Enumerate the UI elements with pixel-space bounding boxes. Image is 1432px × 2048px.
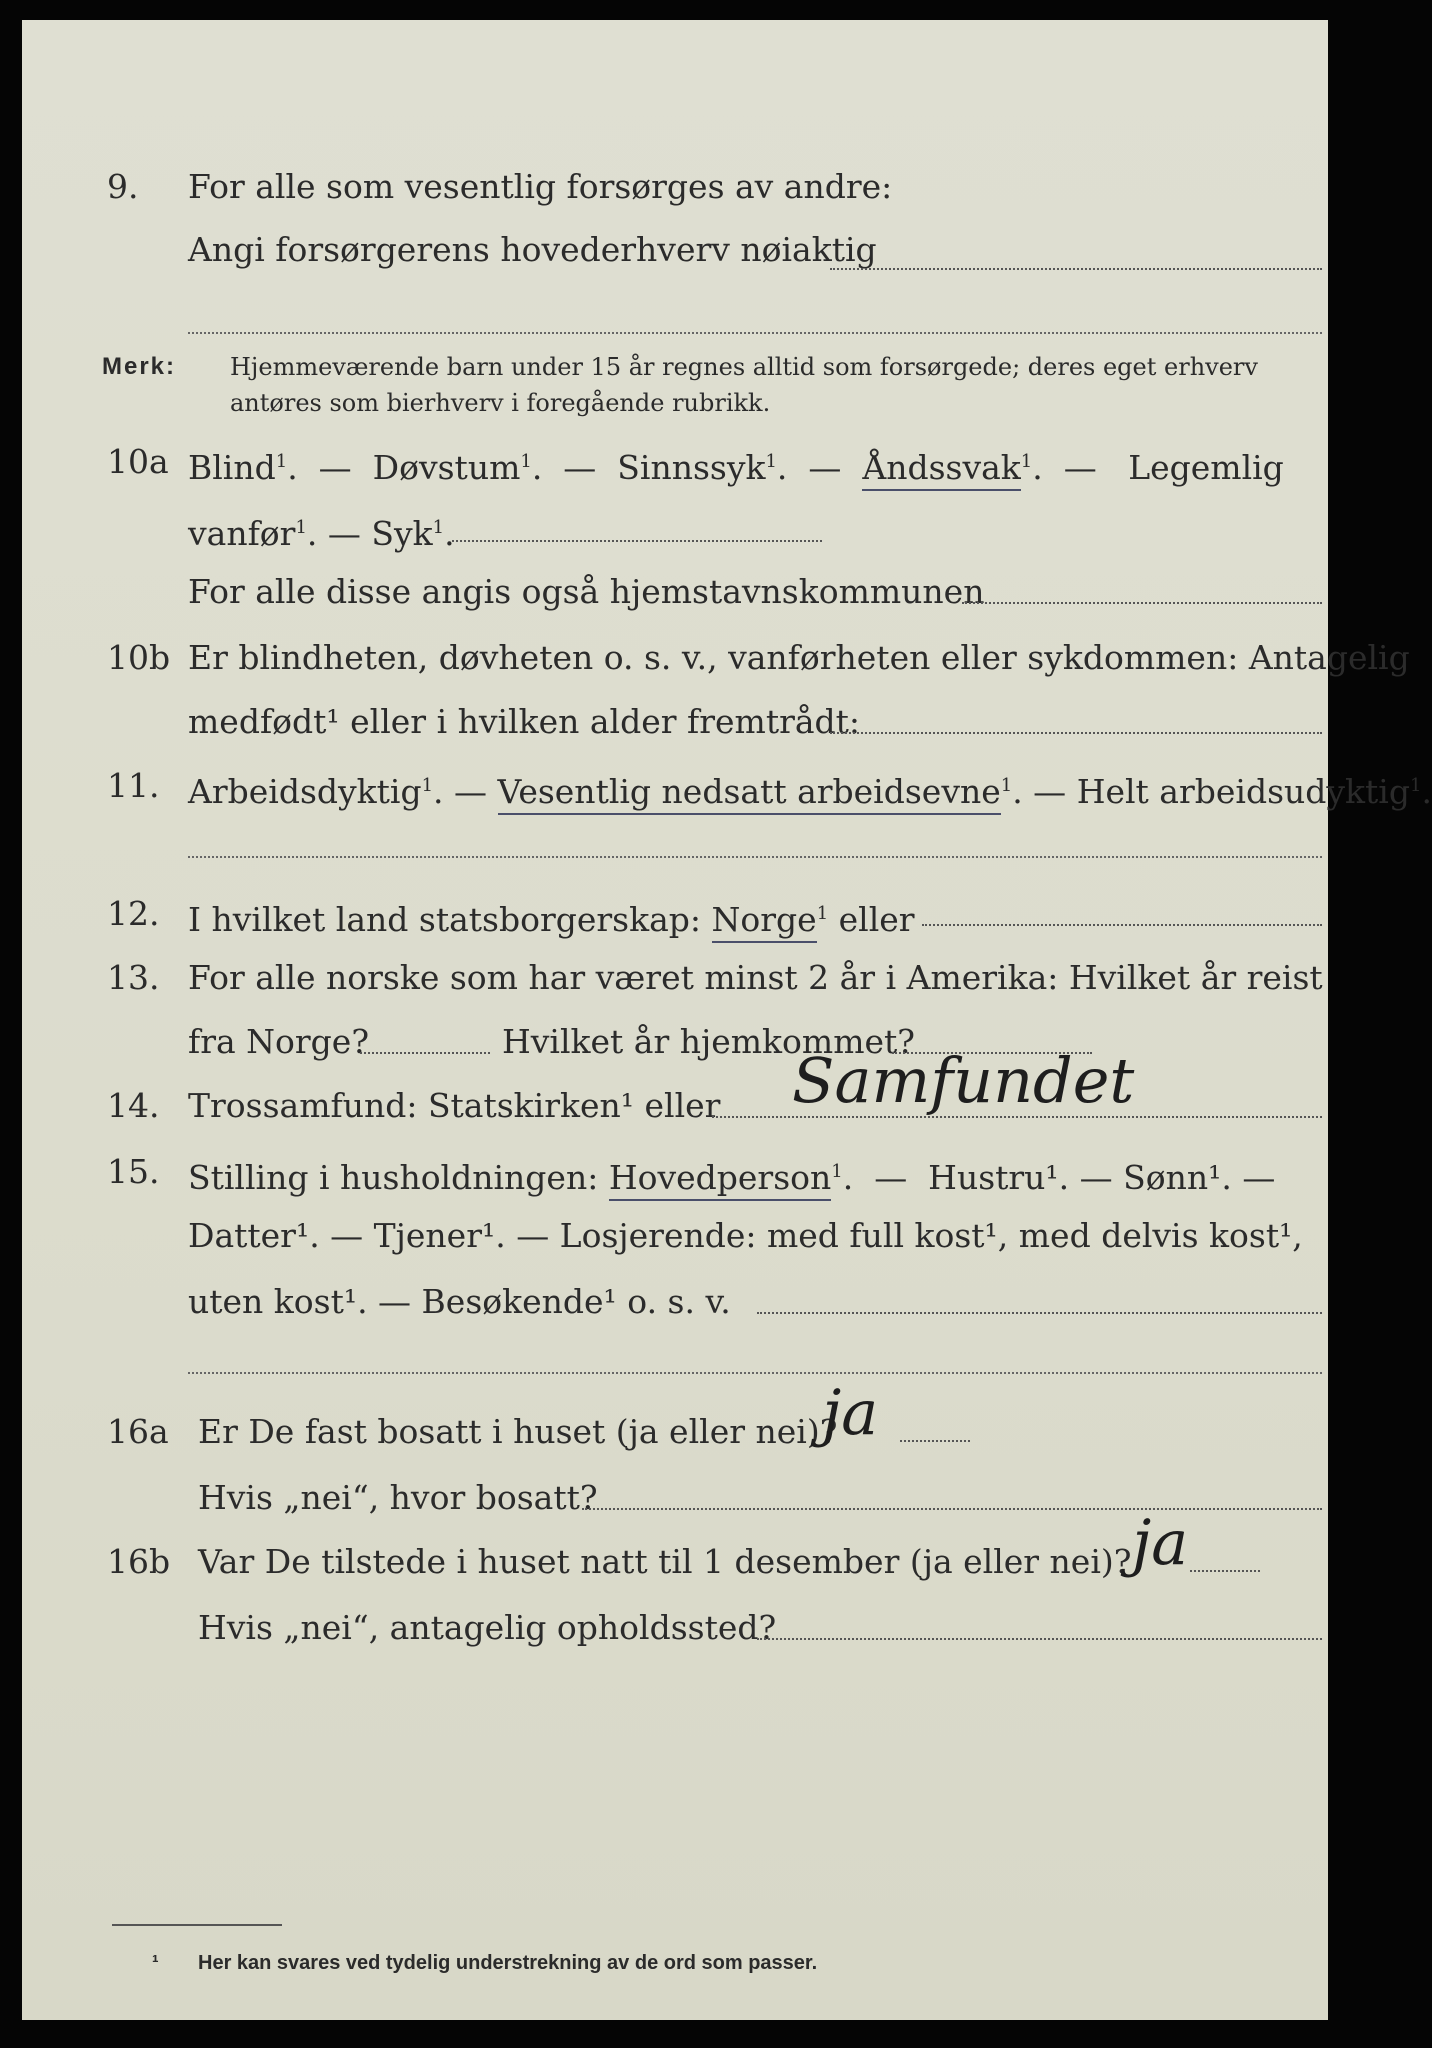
q13-part1: fra Norge? [188, 1022, 370, 1061]
q9-line2: Angi forsørgerens hovederhverv nøiaktig [188, 230, 877, 269]
footnote-text: Her kan svares ved tydelig understrekning av de ord som passer. [198, 1952, 818, 1974]
q12-answer-line [922, 924, 1322, 926]
q12-eller: eller [838, 900, 915, 939]
q15-label: Stilling i husholdningen: [188, 1158, 599, 1197]
q15-line1: Stilling i husholdningen: Hovedperson$^1$. — Hustru¹. — Sønn¹. — [188, 1152, 1275, 1198]
q9-blank-line [188, 332, 1322, 334]
footnote-rule [112, 1924, 282, 1926]
option-legemlig: Legemlig [1128, 448, 1284, 487]
q13-line1: For alle norske som har været minst 2 år i Amerika: Hvilket år reist [188, 958, 1323, 997]
q16a-line1: Er De fast bosatt i huset (ja eller nei)? [198, 1412, 838, 1451]
q11-line1: Arbeidsdyktig$^1$. — Vesentlig nedsatt arbeidsevne$^1$. — Helt arbeidsudyktig$^1$. [188, 766, 1432, 812]
q11-blank-line [188, 856, 1322, 858]
q15-blank-line [188, 1372, 1322, 1374]
q10a-hjemstavn-line [962, 602, 1322, 604]
option-andssvak-underlined: Åndssvak [862, 448, 1020, 491]
q16b-answer-line [1190, 1570, 1260, 1572]
q10b-answer-line [830, 732, 1322, 734]
q13-reist-line [360, 1052, 490, 1054]
q10a-line1: Blind$^1$. — Døvstum$^1$. — Sinnssyk$^1$. — Åndssvak$^1$. — Legemlig [188, 442, 1284, 488]
q16a-answer-line [900, 1440, 970, 1442]
q9-number: 9. [107, 167, 139, 206]
merk-label: Merk: [102, 353, 177, 380]
q12-line: I hvilket land statsborgerskap: Norge$^1$ eller [188, 894, 915, 940]
q16a-line2: Hvis „nei“, hvor bosatt? [198, 1478, 598, 1517]
q14-handwritten-answer: Samfundet [792, 1044, 1135, 1117]
q15-line3: uten kost¹. — Besøkende¹ o. s. v. [188, 1282, 731, 1321]
merk-line2: antøres som bierhverv i foregående rubrikk. [230, 389, 771, 417]
q9-answer-line [830, 268, 1322, 270]
q16b-handwritten-answer: ja [1132, 1506, 1189, 1579]
q10b-line1: Er blindheten, døvheten o. s. v., vanførheten eller sykdommen: Antagelig [188, 638, 1410, 677]
q15-number: 15. [107, 1152, 160, 1191]
q14-number: 14. [107, 1086, 160, 1125]
q15-answer-line [757, 1312, 1322, 1314]
q9-line1: For alle som vesentlig forsørges av andre: [188, 167, 893, 206]
q16b-number: 16b [107, 1542, 171, 1581]
q15-line2: Datter¹. — Tjener¹. — Losjerende: med full kost¹, med delvis kost¹, [188, 1216, 1303, 1255]
footnote-mark: ¹ [152, 1952, 159, 1974]
option-syk: Syk [371, 514, 433, 553]
q16b-line2: Hvis „nei“, antagelig opholdssted? [198, 1608, 777, 1647]
q14-line: Trossamfund: Statskirken¹ eller [188, 1086, 721, 1125]
option-vesentlig-nedsatt-underlined: Vesentlig nedsatt arbeidsevne [498, 772, 1001, 815]
option-helt-arbeidsudyktig: Helt arbeidsudyktig [1076, 772, 1410, 811]
q10a-line3: For alle disse angis også hjemstavnskommunen [188, 572, 985, 611]
q10a-line2: vanfør$^1$. — Syk$^1$. [188, 514, 455, 553]
q10b-number: 10b [107, 638, 171, 677]
q16b-line1: Var De tilstede i huset natt til 1 desember (ja eller nei)? [198, 1542, 1132, 1581]
q13-part2: Hvilket år hjemkommet? [502, 1022, 915, 1061]
q15-line1-rest: Hustru¹. — Sønn¹. — [928, 1158, 1276, 1197]
q16a-handwritten-answer: ja [822, 1376, 879, 1449]
option-norge-underlined: Norge [712, 900, 817, 943]
option-arbeidsdyktig: Arbeidsdyktig [188, 772, 422, 811]
q16a-number: 16a [107, 1412, 169, 1451]
option-sinnssyk: Sinnssyk [617, 448, 766, 487]
option-hovedperson-underlined: Hovedperson [609, 1158, 831, 1201]
q10a-answer-line [452, 540, 822, 542]
option-blind: Blind [188, 448, 276, 487]
q13-number: 13. [107, 958, 160, 997]
option-vanfor: vanfør [188, 514, 296, 553]
q16b-opholdssted-line [757, 1638, 1322, 1640]
census-form-page [22, 20, 1432, 2020]
q11-number: 11. [107, 766, 160, 805]
q10b-line2: medfødt¹ eller i hvilken alder fremtrådt: [188, 702, 861, 741]
q16a-bosatt-line [582, 1508, 1322, 1510]
q10a-number: 10a [107, 442, 169, 481]
option-dovstum: Døvstum [372, 448, 521, 487]
q12-number: 12. [107, 894, 160, 933]
q12-text: I hvilket land statsborgerskap: [188, 900, 702, 939]
merk-line1: Hjemmeværende barn under 15 år regnes alltid som forsørgede; deres eget erhverv [230, 353, 1258, 381]
